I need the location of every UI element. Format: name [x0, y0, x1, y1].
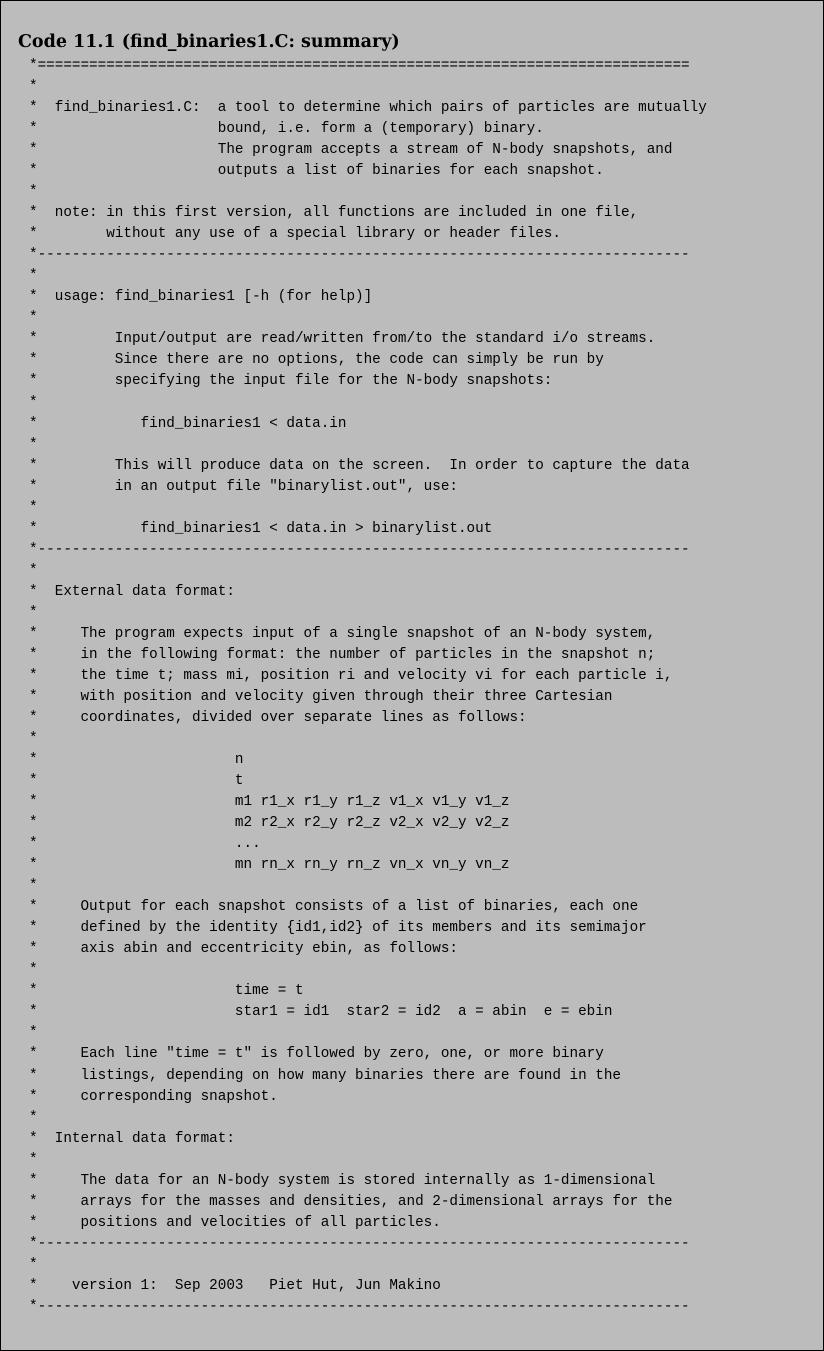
code-line: * Output for each snapshot consists of a list of binaries, each one: [29, 899, 639, 916]
code-line: * star1 = id1 star2 = id2 a = abin e = ebin: [29, 1004, 613, 1021]
code-line: *: [29, 962, 38, 979]
code-line: * outputs a list of binaries for each snapshot.: [29, 163, 604, 180]
code-line: * specifying the input file for the N-body snapshots:: [29, 373, 553, 390]
code-line: * bound, i.e. form a (temporary) binary.: [29, 121, 544, 138]
code-line: *----------------------------------------------------------------------------: [29, 1298, 690, 1315]
code-line: * The program expects input of a single snapshot of an N-body system,: [29, 625, 656, 642]
code-line: * find_binaries1 < data.in: [29, 415, 347, 432]
code-line: *: [29, 878, 38, 895]
code-line: * m1 r1_x r1_y r1_z v1_x v1_y v1_z: [29, 794, 510, 811]
code-line: * Input/output are read/written from/to the standard i/o streams.: [29, 331, 656, 348]
code-line: *: [29, 394, 38, 411]
code-line: *: [29, 436, 38, 453]
code-line: *: [29, 310, 38, 327]
code-line: *: [29, 604, 38, 621]
code-line: * arrays for the masses and densities, and 2-dimensional arrays for the: [29, 1193, 673, 1210]
code-line: * positions and velocities of all particles.: [29, 1214, 441, 1231]
code-line: * in an output file "binarylist.out", use:: [29, 478, 458, 495]
code-line: * corresponding snapshot.: [29, 1088, 278, 1105]
code-line: *: [29, 1025, 38, 1042]
code-line: * External data format:: [29, 583, 235, 600]
code-line: *----------------------------------------------------------------------------: [29, 247, 690, 264]
code-line: * Since there are no options, the code can simply be run by: [29, 352, 604, 369]
code-line: * find_binaries1 < data.in > binarylist.out: [29, 520, 493, 537]
code-line: * usage: find_binaries1 [-h (for help)]: [29, 289, 373, 306]
code-line: *============================================================================: [29, 58, 690, 74]
code-line: * note: in this first version, all functions are included in one file,: [29, 205, 639, 222]
code-line: *: [29, 731, 38, 747]
code-line: * The program accepts a stream of N-body snapshots, and: [29, 142, 673, 159]
code-line: * without any use of a special library or header files.: [29, 226, 561, 243]
code-line: * n: [29, 752, 244, 769]
code-line: *: [29, 499, 38, 516]
code-line: * The data for an N-body system is stored internally as 1-dimensional: [29, 1172, 656, 1189]
code-line: *: [29, 1109, 38, 1126]
code-line: * in the following format: the number of particles in the snapshot n;: [29, 646, 656, 663]
code-line: *: [29, 79, 38, 96]
code-line: * version 1: Sep 2003 Piet Hut, Jun Makino: [29, 1277, 441, 1294]
code-line: * with position and velocity given through their three Cartesian: [29, 688, 613, 705]
code-line: * listings, depending on how many binaries there are found in the: [29, 1067, 621, 1084]
code-line: *----------------------------------------------------------------------------: [29, 541, 690, 558]
code-line: * m2 r2_x r2_y r2_z v2_x v2_y v2_z: [29, 815, 510, 832]
code-line: *: [29, 1256, 38, 1273]
code-line: * ...: [29, 836, 261, 853]
code-block: [29, 56, 707, 1318]
code-line: *: [29, 184, 38, 201]
code-line: *: [29, 268, 38, 285]
code-line: * coordinates, divided over separate lines as follows:: [29, 709, 527, 726]
code-line: * the time t; mass mi, position ri and velocity vi for each particle i,: [29, 667, 673, 684]
code-line: * axis abin and eccentricity ebin, as follows:: [29, 941, 458, 958]
code-line: * defined by the identity {id1,id2} of its members and its semimajor: [29, 920, 647, 937]
code-caption: Code 11.1 (find_binaries1.C: summary): [18, 32, 400, 52]
code-line: *----------------------------------------------------------------------------: [29, 1235, 690, 1252]
code-line: * Each line "time = t" is followed by zero, one, or more binary: [29, 1046, 604, 1063]
code-line: * Internal data format:: [29, 1130, 235, 1147]
code-line: * This will produce data on the screen. In order to capture the data: [29, 457, 690, 474]
code-line: * mn rn_x rn_y rn_z vn_x vn_y vn_z: [29, 857, 510, 874]
code-line: * t: [29, 773, 244, 790]
code-line: *: [29, 1151, 38, 1168]
code-line: * time = t: [29, 983, 304, 1000]
code-line: *: [29, 562, 38, 579]
code-line: * find_binaries1.C: a tool to determine which pairs of particles are mutually: [29, 100, 707, 117]
